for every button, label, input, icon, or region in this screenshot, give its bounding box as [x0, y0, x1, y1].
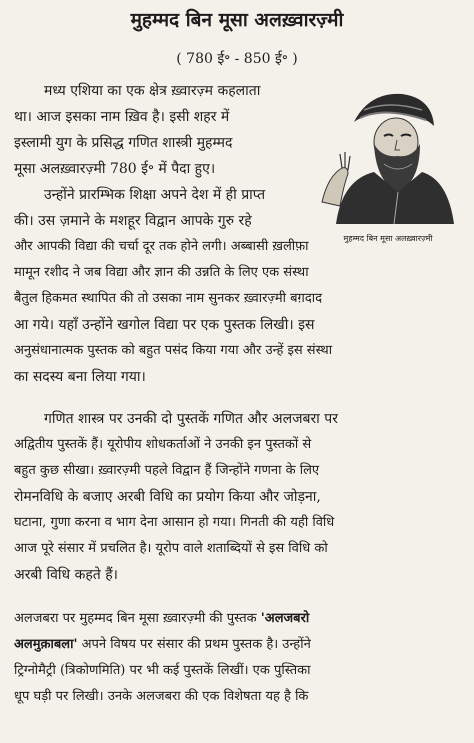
book-title-part2: अलमुक़ाबला': [14, 637, 78, 652]
text-line: [14, 636, 311, 654]
text-line: इस्लामी युग के प्रसिद्ध गणित शास्त्री मुहम्मद: [14, 135, 233, 151]
portrait-image: [314, 84, 457, 224]
text-line: [14, 610, 309, 628]
text-line: अनुसंधानात्मक पुस्तक को बहुत पसंद किया गया और उन्हें इस संस्था: [14, 343, 333, 358]
text-line: की। उस ज़माने के मशहूर विद्वान आपके गुरु रहे: [14, 213, 252, 229]
text-span: अलजबरा पर मुहम्मद बिन मूसा ख़्वारज़्मी की पुस्तक: [14, 611, 261, 626]
text-line: था। आज इसका नाम ख़िव है। इसी शहर में: [14, 109, 230, 125]
text-span: अपने विषय पर संसार की प्रथम पुस्तक है। उन्होंने: [77, 637, 311, 652]
text-line: मूसा अलख़्वारज़्मी 780 ई॰ में पैदा हुए।: [14, 161, 216, 177]
text-line: ट्रिग्नोमैट्री (त्रिकोणमिति) पर भी कई पुस्तकें लिखीं। एक पुस्तिका: [14, 663, 311, 678]
text-line: उन्होंने प्रारम्भिक शिक्षा अपने देश में ही प्राप्त: [44, 187, 266, 203]
portrait-caption: मुहम्मद बिन मूसा अलख़्वारज़्मी: [343, 234, 433, 243]
text-line: अरबी विधि कहते हैं।: [14, 567, 118, 583]
lifespan-dates: ( 780 ई॰ - 850 ई॰ ): [176, 51, 298, 67]
text-line: बैतुल हिकमत स्थापित की तो उसका नाम सुनकर ख़्वारज़्मी बग़दाद: [14, 291, 323, 306]
text-line: गणित शास्त्र पर उनकी दो पुस्तकें गणित और अलजबरा पर: [44, 411, 338, 427]
book-title-part1: 'अलजबरो: [260, 611, 310, 626]
text-line: और आपकी विद्या की चर्चा दूर तक होने लगी। अब्बासी ख़लीफ़ा: [14, 239, 309, 254]
text-line: रोमनविधि के बजाए अरबी विधि का प्रयोग किया और जोड़ना,: [14, 489, 321, 505]
text-line: आ गये। यहाँ उन्होंने खगोल विद्या पर एक पुस्तक लिखी। इस: [14, 317, 315, 333]
page-title: मुहम्मद बिन मूसा अलख़्वारज़्मी: [130, 9, 344, 31]
text-line: धूप घड़ी पर लिखी। उनके अलजबरा की एक विशेषता यह है कि: [14, 689, 309, 704]
text-line: का सदस्य बना लिया गया।: [14, 369, 146, 385]
text-line: मध्य एशिया का एक क्षेत्र ख़्वारज़्म कहलाता: [44, 83, 261, 99]
text-line: अद्वितीय पुस्तकें हैं। यूरोपीय शोधकर्ताओं ने उनकी इन पुस्तकों से: [14, 437, 312, 452]
text-line: आज पूरे संसार में प्रचलित है। यूरोप वाले शताब्दियों से इस विधि को: [14, 541, 328, 556]
text-line: बहुत कुछ सीखा। ख़्वारज़्मी पहले विद्वान हैं जिन्होंने गणना के लिए: [14, 463, 320, 478]
text-line: मामून रशीद ने जब विद्या और ज्ञान की उन्नति के लिए एक संस्था: [14, 265, 309, 280]
text-line: घटाना, गुणा करना व भाग देना आसान हो गया। गिनती की यही विधि: [14, 515, 335, 530]
